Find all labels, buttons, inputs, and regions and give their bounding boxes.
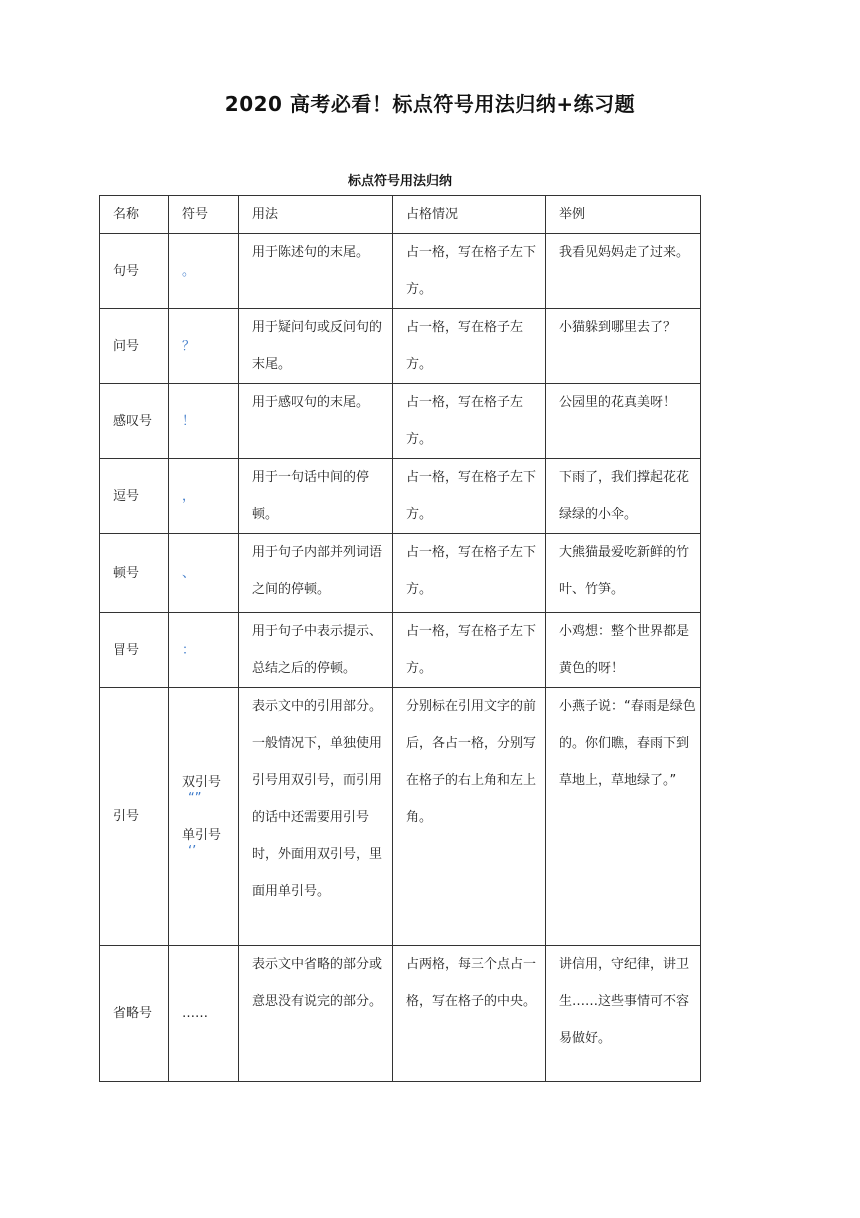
row-example: 小燕子说：“春雨是绿色的。你们瞧，春雨下到草地上，草地绿了。” — [546, 688, 701, 946]
row-usage: 用于陈述句的末尾。 — [239, 234, 393, 309]
double-quote-mark: “” — [188, 790, 202, 806]
table-row — [100, 384, 701, 459]
row-name: 问号 — [100, 309, 169, 384]
double-quote-label: 双引号 — [182, 774, 222, 790]
table-row — [100, 946, 701, 1082]
row-example: 大熊猫最爱吃新鲜的竹叶、竹笋。 — [546, 534, 701, 613]
row-placement: 占一格，写在格子左下方。 — [393, 613, 546, 688]
row-symbol: ， — [169, 459, 239, 534]
row-name: 句号 — [100, 234, 169, 309]
row-placement: 分别标在引用文字的前后，各占一格，分别写在格子的右上角和左上角。 — [393, 688, 546, 946]
row-symbol: ： — [169, 613, 239, 688]
row-example: 下雨了，我们撑起花花绿绿的小伞。 — [546, 459, 701, 534]
header-usage: 用法 — [239, 196, 393, 234]
row-placement: 占一格，写在格子左下方。 — [393, 534, 546, 613]
row-usage: 表示文中的引用部分。一般情况下，单独使用引号用双引号，而引用的话中还需要用引号时，外面用双引号，里面用单引号。 — [239, 688, 393, 946]
single-quote-label: 单引号 — [182, 827, 222, 843]
table-row — [100, 234, 701, 309]
row-placement: 占一格，写在格子左方。 — [393, 309, 546, 384]
row-usage: 用于疑问句或反问句的末尾。 — [239, 309, 393, 384]
row-name: 引号 — [100, 688, 169, 946]
table-row — [100, 459, 701, 534]
quote-symbol-group — [182, 764, 238, 870]
header-symbol: 符号 — [169, 196, 239, 234]
table-caption: 标点符号用法归纳 — [347, 174, 452, 189]
row-example: 公园里的花真美呀！ — [546, 384, 701, 459]
table-row — [100, 688, 701, 946]
row-usage: 用于句子内部并列词语之间的停顿。 — [239, 534, 393, 613]
punctuation-usage-table — [99, 195, 701, 1082]
row-name: 顿号 — [100, 534, 169, 613]
row-example: 我看见妈妈走了过来。 — [546, 234, 701, 309]
page-title: 2020 高考必看！标点符号用法归纳+练习题 — [224, 92, 636, 116]
row-symbol: ！ — [169, 384, 239, 459]
row-symbol — [169, 688, 239, 946]
table-row — [100, 534, 701, 613]
row-symbol: …… — [169, 946, 239, 1082]
table-row — [100, 309, 701, 384]
row-placement: 占两格，每三个点占一格，写在格子的中央。 — [393, 946, 546, 1082]
row-symbol: ？ — [169, 309, 239, 384]
header-name: 名称 — [100, 196, 169, 234]
table-header-row — [100, 196, 701, 234]
row-name: 冒号 — [100, 613, 169, 688]
row-placement: 占一格，写在格子左下方。 — [393, 234, 546, 309]
row-example: 讲信用，守纪律，讲卫生……这些事情可不容易做好。 — [546, 946, 701, 1082]
row-placement: 占一格，写在格子左下方。 — [393, 459, 546, 534]
row-usage: 用于感叹句的末尾。 — [239, 384, 393, 459]
row-usage: 表示文中省略的部分或意思没有说完的部分。 — [239, 946, 393, 1082]
single-quote-mark: ‘’ — [188, 843, 197, 859]
row-example: 小猫躲到哪里去了？ — [546, 309, 701, 384]
header-example: 举例 — [546, 196, 701, 234]
row-usage: 用于一句话中间的停顿。 — [239, 459, 393, 534]
row-name: 感叹号 — [100, 384, 169, 459]
table-row — [100, 613, 701, 688]
row-usage: 用于句子中表示提示、总结之后的停顿。 — [239, 613, 393, 688]
row-symbol: 、 — [169, 534, 239, 613]
row-symbol: 。 — [169, 234, 239, 309]
header-placement: 占格情况 — [393, 196, 546, 234]
row-name: 省略号 — [100, 946, 169, 1082]
row-example: 小鸡想：整个世界都是黄色的呀！ — [546, 613, 701, 688]
row-placement: 占一格，写在格子左方。 — [393, 384, 546, 459]
row-name: 逗号 — [100, 459, 169, 534]
